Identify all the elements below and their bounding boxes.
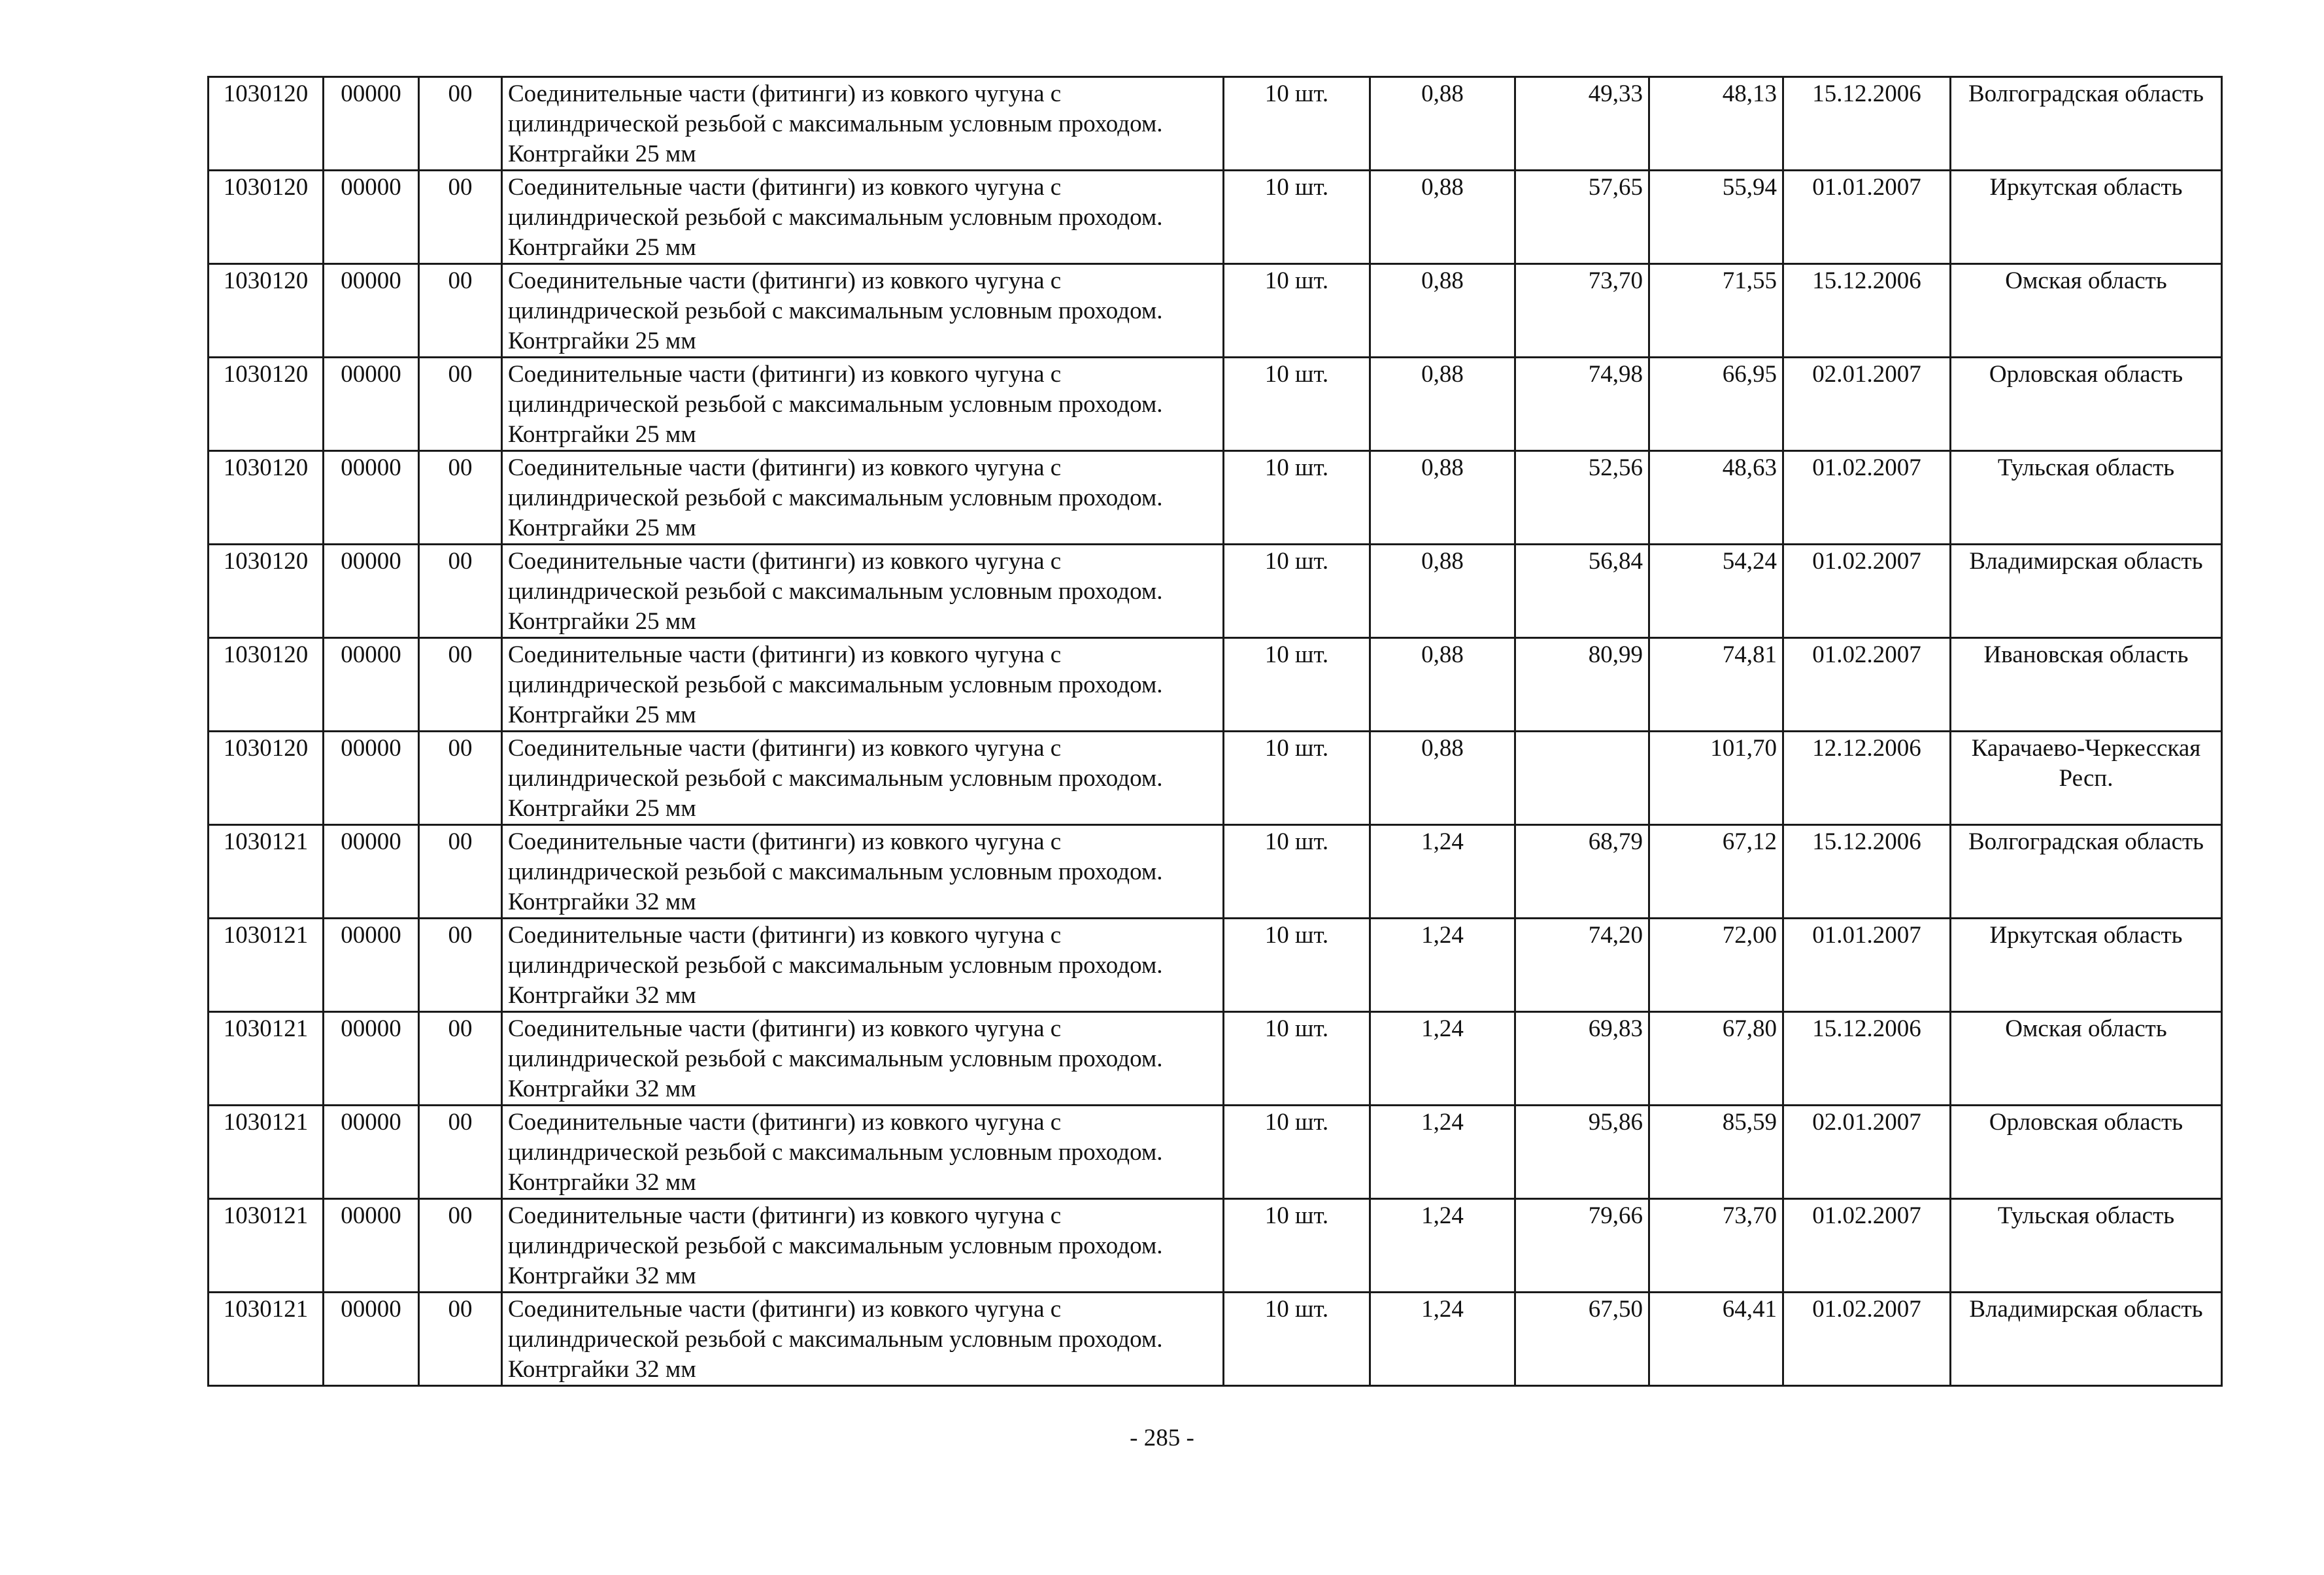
cell-price-2: 64,41: [1649, 1293, 1783, 1386]
cell-suffix: 00: [419, 825, 502, 919]
cell-price-1: 67,50: [1515, 1293, 1649, 1386]
cell-quantity: 0,88: [1370, 358, 1515, 451]
cell-subcode: 00000: [324, 171, 419, 264]
cell-subcode: 00000: [324, 1293, 419, 1386]
table-row: [209, 171, 2222, 264]
cell-subcode: 00000: [324, 732, 419, 825]
table-row: [209, 77, 2222, 171]
cell-code: 1030120: [209, 638, 324, 732]
cell-unit: 10 шт.: [1224, 825, 1370, 919]
cell-date: 01.01.2007: [1783, 919, 1951, 1012]
cell-region: Тульская область: [1951, 451, 2222, 545]
cell-unit: 10 шт.: [1224, 638, 1370, 732]
cell-description: Соединительные части (фитинги) из ковкого чугуна с цилиндрической резьбой с максимальным условным проходом. Контргайки 25 мм: [502, 732, 1224, 825]
cell-code: 1030121: [209, 1106, 324, 1199]
cell-price-1: 57,65: [1515, 171, 1649, 264]
cell-suffix: 00: [419, 171, 502, 264]
table-row: [209, 1012, 2222, 1106]
cell-subcode: 00000: [324, 264, 419, 358]
cell-region: Орловская область: [1951, 358, 2222, 451]
cell-date: 15.12.2006: [1783, 825, 1951, 919]
cell-unit: 10 шт.: [1224, 264, 1370, 358]
cell-date: 12.12.2006: [1783, 732, 1951, 825]
cell-region: Владимирская область: [1951, 1293, 2222, 1386]
cell-region: Волгоградская область: [1951, 77, 2222, 171]
cell-price-1: 80,99: [1515, 638, 1649, 732]
cell-subcode: 00000: [324, 451, 419, 545]
cell-price-1: 56,84: [1515, 545, 1649, 638]
cell-code: 1030120: [209, 545, 324, 638]
table-row: [209, 919, 2222, 1012]
cell-unit: 10 шт.: [1224, 451, 1370, 545]
cell-suffix: 00: [419, 1106, 502, 1199]
cell-description: Соединительные части (фитинги) из ковкого чугуна с цилиндрической резьбой с максимальным условным проходом. Контргайки 25 мм: [502, 171, 1224, 264]
cell-quantity: 1,24: [1370, 1199, 1515, 1293]
table-row: [209, 1293, 2222, 1386]
cell-price-2: 55,94: [1649, 171, 1783, 264]
cell-code: 1030120: [209, 77, 324, 171]
table-row: [209, 1106, 2222, 1199]
cell-code: 1030120: [209, 264, 324, 358]
cell-price-2: 74,81: [1649, 638, 1783, 732]
price-table: [207, 76, 2223, 1387]
cell-quantity: 0,88: [1370, 638, 1515, 732]
cell-quantity: 1,24: [1370, 1012, 1515, 1106]
cell-date: 01.02.2007: [1783, 451, 1951, 545]
cell-price-1: 73,70: [1515, 264, 1649, 358]
cell-price-1: [1515, 732, 1649, 825]
table-row: [209, 545, 2222, 638]
cell-region: Омская область: [1951, 1012, 2222, 1106]
cell-description: Соединительные части (фитинги) из ковкого чугуна с цилиндрической резьбой с максимальным условным проходом. Контргайки 32 мм: [502, 919, 1224, 1012]
cell-suffix: 00: [419, 919, 502, 1012]
cell-quantity: 1,24: [1370, 1293, 1515, 1386]
cell-quantity: 0,88: [1370, 264, 1515, 358]
cell-suffix: 00: [419, 451, 502, 545]
cell-price-2: 48,63: [1649, 451, 1783, 545]
cell-unit: 10 шт.: [1224, 1199, 1370, 1293]
cell-region: Омская область: [1951, 264, 2222, 358]
cell-suffix: 00: [419, 1012, 502, 1106]
cell-description: Соединительные части (фитинги) из ковкого чугуна с цилиндрической резьбой с максимальным условным проходом. Контргайки 25 мм: [502, 451, 1224, 545]
cell-date: 01.02.2007: [1783, 1293, 1951, 1386]
cell-price-1: 79,66: [1515, 1199, 1649, 1293]
cell-unit: 10 шт.: [1224, 171, 1370, 264]
cell-description: Соединительные части (фитинги) из ковкого чугуна с цилиндрической резьбой с максимальным условным проходом. Контргайки 32 мм: [502, 1199, 1224, 1293]
cell-code: 1030121: [209, 1293, 324, 1386]
table-row: [209, 638, 2222, 732]
cell-quantity: 0,88: [1370, 732, 1515, 825]
cell-date: 02.01.2007: [1783, 1106, 1951, 1199]
cell-description: Соединительные части (фитинги) из ковкого чугуна с цилиндрической резьбой с максимальным условным проходом. Контргайки 32 мм: [502, 1293, 1224, 1386]
cell-description: Соединительные части (фитинги) из ковкого чугуна с цилиндрической резьбой с максимальным условным проходом. Контргайки 25 мм: [502, 77, 1224, 171]
cell-suffix: 00: [419, 358, 502, 451]
cell-code: 1030120: [209, 358, 324, 451]
cell-description: Соединительные части (фитинги) из ковкого чугуна с цилиндрической резьбой с максимальным условным проходом. Контргайки 25 мм: [502, 264, 1224, 358]
cell-suffix: 00: [419, 545, 502, 638]
cell-suffix: 00: [419, 638, 502, 732]
cell-code: 1030121: [209, 1012, 324, 1106]
cell-price-1: 74,20: [1515, 919, 1649, 1012]
cell-subcode: 00000: [324, 77, 419, 171]
cell-code: 1030120: [209, 171, 324, 264]
cell-date: 01.02.2007: [1783, 545, 1951, 638]
cell-subcode: 00000: [324, 825, 419, 919]
cell-date: 02.01.2007: [1783, 358, 1951, 451]
table-body: [209, 77, 2222, 1386]
cell-description: Соединительные части (фитинги) из ковкого чугуна с цилиндрической резьбой с максимальным условным проходом. Контргайки 25 мм: [502, 638, 1224, 732]
cell-quantity: 1,24: [1370, 1106, 1515, 1199]
cell-date: 15.12.2006: [1783, 1012, 1951, 1106]
cell-region: Владимирская область: [1951, 545, 2222, 638]
cell-price-1: 52,56: [1515, 451, 1649, 545]
cell-region: Карачаево-Черкесская Респ.: [1951, 732, 2222, 825]
cell-code: 1030120: [209, 451, 324, 545]
cell-date: 01.02.2007: [1783, 1199, 1951, 1293]
cell-date: 15.12.2006: [1783, 264, 1951, 358]
cell-price-1: 69,83: [1515, 1012, 1649, 1106]
cell-unit: 10 шт.: [1224, 358, 1370, 451]
cell-unit: 10 шт.: [1224, 77, 1370, 171]
page-number: - 285 -: [1130, 1425, 1194, 1451]
cell-code: 1030121: [209, 1199, 324, 1293]
cell-code: 1030121: [209, 919, 324, 1012]
cell-subcode: 00000: [324, 358, 419, 451]
cell-quantity: 0,88: [1370, 77, 1515, 171]
cell-code: 1030120: [209, 732, 324, 825]
cell-description: Соединительные части (фитинги) из ковкого чугуна с цилиндрической резьбой с максимальным условным проходом. Контргайки 32 мм: [502, 1106, 1224, 1199]
cell-price-2: 66,95: [1649, 358, 1783, 451]
cell-unit: 10 шт.: [1224, 732, 1370, 825]
cell-date: 15.12.2006: [1783, 77, 1951, 171]
cell-suffix: 00: [419, 1199, 502, 1293]
cell-region: Иркутская область: [1951, 171, 2222, 264]
cell-price-2: 71,55: [1649, 264, 1783, 358]
cell-quantity: 0,88: [1370, 545, 1515, 638]
cell-suffix: 00: [419, 264, 502, 358]
cell-region: Орловская область: [1951, 1106, 2222, 1199]
cell-unit: 10 шт.: [1224, 1012, 1370, 1106]
cell-price-1: 95,86: [1515, 1106, 1649, 1199]
cell-code: 1030121: [209, 825, 324, 919]
cell-price-1: 68,79: [1515, 825, 1649, 919]
cell-unit: 10 шт.: [1224, 1106, 1370, 1199]
cell-subcode: 00000: [324, 638, 419, 732]
cell-price-2: 73,70: [1649, 1199, 1783, 1293]
cell-subcode: 00000: [324, 1012, 419, 1106]
cell-region: Иркутская область: [1951, 919, 2222, 1012]
cell-date: 01.01.2007: [1783, 171, 1951, 264]
cell-price-2: 67,12: [1649, 825, 1783, 919]
table-row: [209, 732, 2222, 825]
cell-price-2: 101,70: [1649, 732, 1783, 825]
cell-price-1: 49,33: [1515, 77, 1649, 171]
cell-unit: 10 шт.: [1224, 1293, 1370, 1386]
cell-price-2: 85,59: [1649, 1106, 1783, 1199]
cell-quantity: 1,24: [1370, 919, 1515, 1012]
cell-price-2: 48,13: [1649, 77, 1783, 171]
cell-suffix: 00: [419, 1293, 502, 1386]
cell-subcode: 00000: [324, 1199, 419, 1293]
cell-quantity: 0,88: [1370, 451, 1515, 545]
cell-subcode: 00000: [324, 919, 419, 1012]
table-row: [209, 264, 2222, 358]
cell-subcode: 00000: [324, 545, 419, 638]
cell-subcode: 00000: [324, 1106, 419, 1199]
table-row: [209, 358, 2222, 451]
cell-region: Тульская область: [1951, 1199, 2222, 1293]
cell-quantity: 1,24: [1370, 825, 1515, 919]
cell-unit: 10 шт.: [1224, 919, 1370, 1012]
cell-price-2: 54,24: [1649, 545, 1783, 638]
cell-price-1: 74,98: [1515, 358, 1649, 451]
cell-suffix: 00: [419, 77, 502, 171]
cell-date: 01.02.2007: [1783, 638, 1951, 732]
cell-description: Соединительные части (фитинги) из ковкого чугуна с цилиндрической резьбой с максимальным условным проходом. Контргайки 32 мм: [502, 825, 1224, 919]
cell-region: Волгоградская область: [1951, 825, 2222, 919]
cell-quantity: 0,88: [1370, 171, 1515, 264]
table-row: [209, 451, 2222, 545]
cell-description: Соединительные части (фитинги) из ковкого чугуна с цилиндрической резьбой с максимальным условным проходом. Контргайки 25 мм: [502, 545, 1224, 638]
cell-description: Соединительные части (фитинги) из ковкого чугуна с цилиндрической резьбой с максимальным условным проходом. Контргайки 25 мм: [502, 358, 1224, 451]
cell-unit: 10 шт.: [1224, 545, 1370, 638]
table-row: [209, 825, 2222, 919]
table-row: [209, 1199, 2222, 1293]
cell-suffix: 00: [419, 732, 502, 825]
cell-region: Ивановская область: [1951, 638, 2222, 732]
cell-price-2: 67,80: [1649, 1012, 1783, 1106]
cell-description: Соединительные части (фитинги) из ковкого чугуна с цилиндрической резьбой с максимальным условным проходом. Контргайки 32 мм: [502, 1012, 1224, 1106]
cell-price-2: 72,00: [1649, 919, 1783, 1012]
